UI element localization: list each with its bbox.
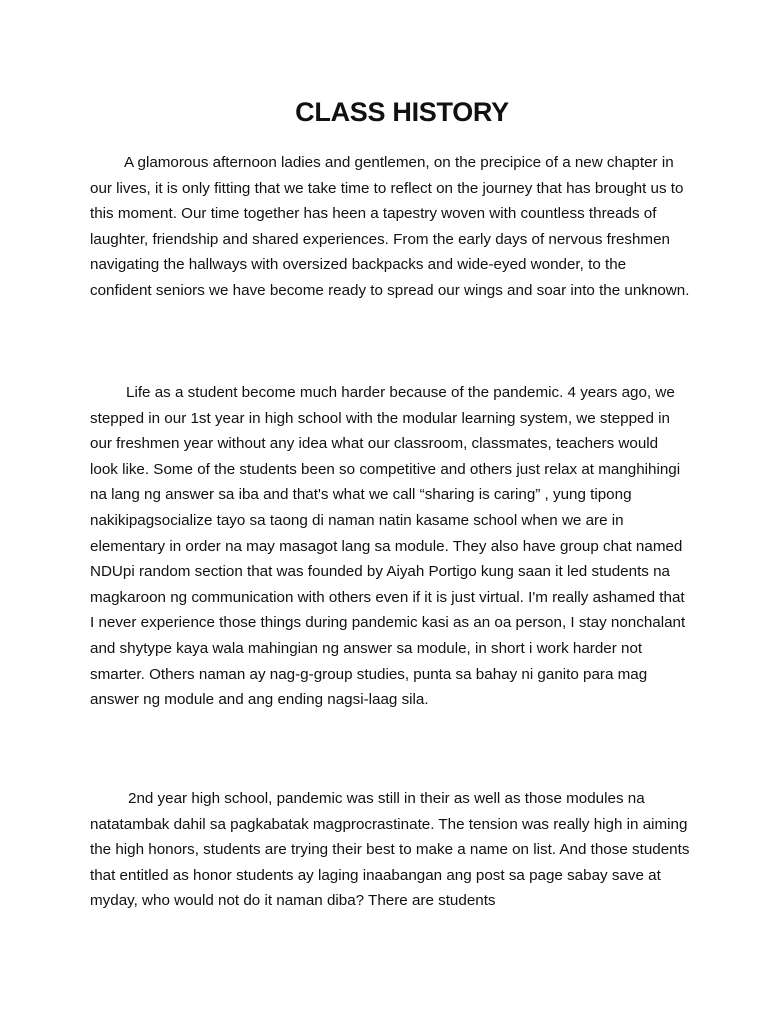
paragraph-3: 2nd year high school, pandemic was still in their as well as those modules na natatambak dahil sa pagkabatak magprocrastinate. The tension was really high in aiming the high honors, students are trying their best to make a name on list. And those students that entitled as honor students ay laging inaabangan ang post sa page sabay save at myday, who would not do it naman diba? There are students <box>90 790 690 910</box>
paragraph-1: A glamorous afternoon ladies and gentlemen, on the precipice of a new chapter in our lives, it is only fitting that we take time to reflect on the journey that has brought us to this moment. Our time together has heen a tapestry woven with countless threads of laughter, friendship and shared experiences. From the early days of nervous freshmen navigating the hallways with oversized backpacks and wide-eyed wonder, to the confident seniors we have become ready to spread our wings and soar into the unknown. <box>90 154 690 299</box>
document-page <box>90 0 690 1024</box>
paragraph-2: Life as a student become much harder because of the pandemic. 4 years ago, we stepped in our 1st year in high school with the modular learning system, we stepped in our freshmen year without any idea what our classroom, classmates, teachers would look like. Some of the students been so competitive and others just relax at manghihingi na lang ng answer sa iba and that's what we call “sharing is caring” , yung tipong nakikipagsocialize tayo sa taong di naman natin kasame school when we are in elementary in order na may masagot lang sa module. They also have group chat named NDUpi random section that was founded by Aiyah Portigo kung saan it led students na magkaroon ng communication with others even if it is just virtual. I'm really ashamed that I never experience those things during pandemic kasi as an oa person, I stay nonchalant and shytype kaya wala mahingian ng answer sa module, in short i work harder not smarter. Others naman ay nag-g-group studies, punta sa bahay ni ganito para mag answer ng module and ang ending nagsi-laag sila. <box>90 384 686 709</box>
document-title: CLASS HISTORY <box>295 97 509 127</box>
